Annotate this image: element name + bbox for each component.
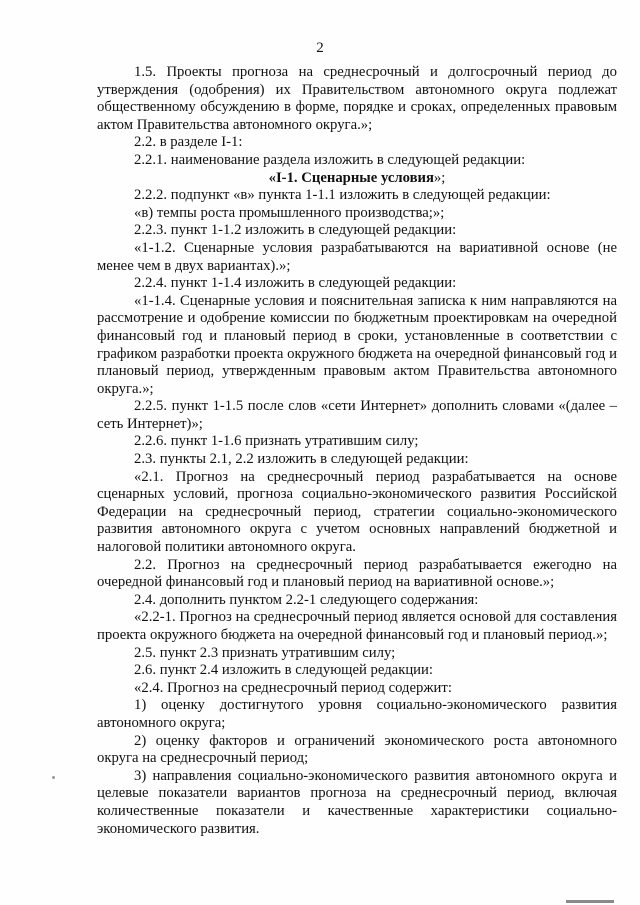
paragraph: 2.2.1. наименование раздела изложить в следующей редакции: bbox=[134, 151, 526, 168]
paragraph: 2.2. в разделе I-1: bbox=[134, 134, 243, 151]
paragraph: 2.4. дополнить пунктом 2.2-1 следующего содержания: bbox=[134, 591, 479, 608]
paragraph: 2.2. Прогноз на среднесрочный период разрабатывается ежегодно на очередной финансовый год и плановый период на вариативной основе.»; bbox=[97, 556, 617, 591]
document-body bbox=[97, 64, 617, 838]
paragraph: 3) направления социально-экономического развития автономного округа и целевые показатели вариантов прогноза на среднесрочный период, включая количественные показатели и качественные характеристики социально-экономического развития. bbox=[97, 767, 617, 837]
paragraph: «1-1.4. Сценарные условия и пояснительная записка к ним направляются на рассмотрение и одобрение комиссии по бюджетным проектировкам на очередной финансовый год и плановый период в сроки, установленные в соответствии с графиком разработки проекта окружного бюджета на очередной финансовый год и плановый период, утвержденным правовым актом Правительства автономного округа.»; bbox=[97, 292, 617, 397]
section-heading-bold: «I-1. Сценарные условия bbox=[268, 169, 434, 186]
paragraph: «2.4. Прогноз на среднесрочный период содержит: bbox=[134, 679, 452, 696]
paragraph: 2.2.3. пункт 1-1.2 изложить в следующей редакции: bbox=[134, 222, 457, 239]
section-heading-tail: »; bbox=[433, 169, 446, 186]
paragraph: «2.2-1. Прогноз на среднесрочный период является основой для составления проекта окружного бюджета на очередной финансовый год и плановый период.»; bbox=[97, 609, 617, 643]
paragraph: 2.2.2. подпункт «в» пункта 1-1.1 изложить в следующей редакции: bbox=[134, 187, 551, 204]
paragraph: 2.3. пункты 2.1, 2.2 изложить в следующей редакции: bbox=[134, 451, 469, 468]
page-number: 2 bbox=[316, 40, 324, 56]
paragraph: 2.2.5. пункт 1-1.5 после слов «сети Интернет» дополнить словами «(далее – сеть Интернет)»; bbox=[97, 398, 617, 432]
paragraph: 2.5. пункт 2.3 признать утратившим силу; bbox=[134, 644, 396, 661]
paragraph: 1.5. Проекты прогноза на среднесрочный и долгосрочный период до утверждения (одобрения) их Правительством автономного округа подлежат общественному обсуждению в форме, порядке и сроках, определенных правовым актом Правительства автономного округа.»; bbox=[97, 64, 617, 133]
paragraph: «2.1. Прогноз на среднесрочный период разрабатывается на основе сценарных условий, прогноза социально-экономического развития Российской Федерации на среднесрочный период, стратегии социально-экономического развития автономного округа с учетом основных направлений бюджетной и налоговой политики автономного округа. bbox=[97, 468, 617, 556]
section-heading bbox=[97, 170, 617, 188]
paragraph: 2) оценку факторов и ограничений экономического роста автономного округа на среднесрочный период; bbox=[97, 732, 617, 767]
paragraph: 2.2.4. пункт 1-1.4 изложить в следующей редакции: bbox=[134, 275, 457, 292]
scan-edge-mark bbox=[566, 900, 614, 903]
paragraph: «1-1.2. Сценарные условия разрабатываются на вариативной основе (не менее чем в двух вариантах).»; bbox=[97, 239, 617, 274]
paragraph: 2.6. пункт 2.4 изложить в следующей редакции: bbox=[134, 662, 433, 679]
paragraph: 2.2.6. пункт 1-1.6 признать утратившим силу; bbox=[134, 433, 419, 450]
scan-speck bbox=[52, 776, 55, 779]
paragraph: 1) оценку достигнутого уровня социально-экономического развития автономного округа; bbox=[97, 697, 617, 731]
paragraph: «в) темпы роста промышленного производства;»; bbox=[134, 204, 445, 221]
